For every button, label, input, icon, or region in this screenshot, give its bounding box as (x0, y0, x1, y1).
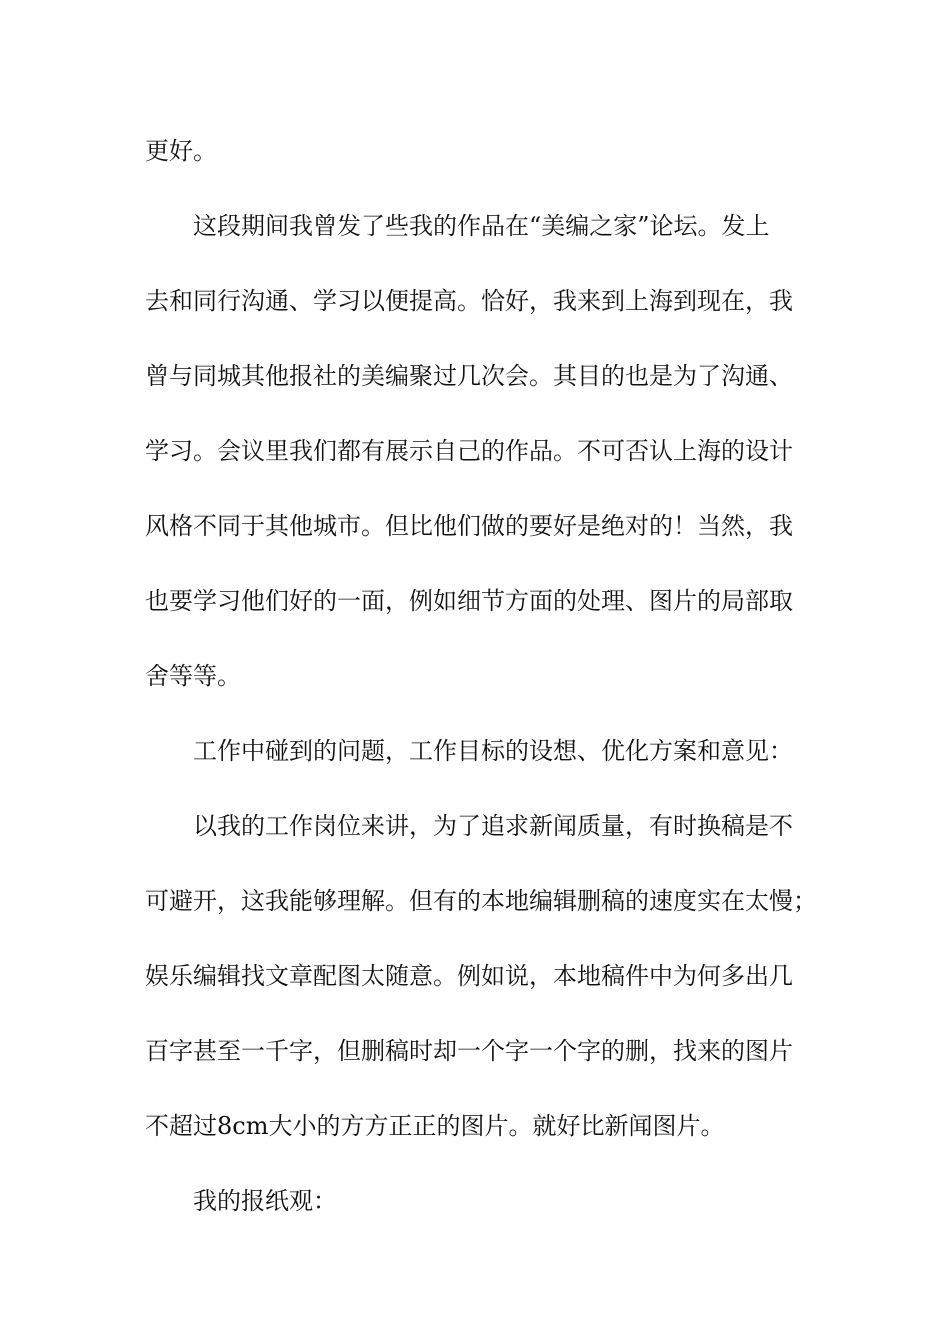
paragraph-first-line: 以我的工作岗位来讲，为了追求新闻质量，有时换稿是不 (193, 812, 793, 840)
text-line: 曾与同城其他报社的美编聚过几次会。其目的也是为了沟通、 (145, 362, 793, 390)
section-heading: 工作中碰到的问题，工作目标的设想、优化方案和意见： (193, 737, 793, 765)
text-line: 去和同行沟通、学习以便提高。恰好，我来到上海到现在，我 (145, 287, 793, 315)
text-line: 百字甚至一千字，但删稿时却一个字一个字的删，找来的图片 (145, 1037, 793, 1065)
text-line: 可避开，这我能够理解。但有的本地编辑删稿的速度实在太慢； (145, 887, 817, 915)
section-heading: 我的报纸观： (193, 1187, 337, 1215)
paragraph-first-line: 这段期间我曾发了些我的作品在“美编之家”论坛。发上 (193, 212, 770, 240)
text-line: 娱乐编辑找文章配图太随意。例如说，本地稿件中为何多出几 (145, 962, 793, 990)
text-line: 学习。会议里我们都有展示自己的作品。不可否认上海的设计 (145, 437, 793, 465)
text-line: 也要学习他们好的一面，例如细节方面的处理、图片的局部取 (145, 587, 793, 615)
text-line: 风格不同于其他城市。但比他们做的要好是绝对的！当然，我 (145, 512, 793, 540)
text-line: 更好。 (145, 137, 217, 165)
text-line: 舍等等。 (145, 662, 241, 690)
text-line: 不超过8cm大小的方方正正的图片。就好比新闻图片。 (145, 1112, 725, 1140)
